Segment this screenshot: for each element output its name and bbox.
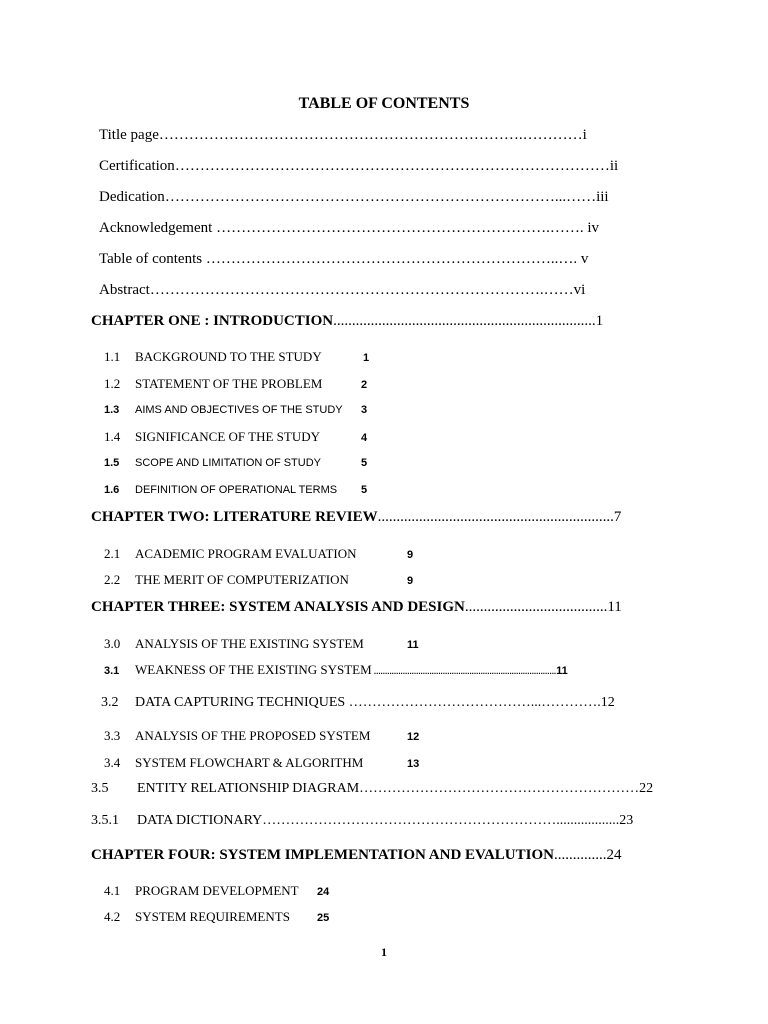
- entry-number: 3.1: [104, 665, 120, 677]
- entry-page: 11: [407, 639, 419, 651]
- entry-number: 1.5: [104, 457, 120, 469]
- entry-number: 3.4: [104, 755, 121, 770]
- entry-page: 24: [317, 886, 330, 898]
- toc-subentry-1-5: [104, 458, 367, 469]
- entry-label: SYSTEM REQUIREMENTS: [135, 909, 290, 924]
- chapter-page: 11: [607, 599, 622, 615]
- toc-subentry-3-5: [91, 782, 653, 796]
- entry-dots: ……………………………………………………: [359, 781, 640, 796]
- entry-label: SCOPE AND LIMITATION OF STUDY: [135, 457, 322, 469]
- entry-number: 3.0: [104, 636, 121, 651]
- chapter-one-heading: [91, 314, 603, 329]
- entry-label: SYSTEM FLOWCHART & ALGORITHM: [135, 755, 364, 770]
- chapter-dots: ......................................: [464, 599, 608, 615]
- entry-dots: …………………………………………………………………….……: [149, 282, 574, 298]
- toc-subentry-1-1: [104, 350, 369, 364]
- page-number: 1: [381, 945, 387, 959]
- entry-label: ANALYSIS OF THE PROPOSED SYSTEM: [135, 728, 371, 743]
- entry-page: 3: [361, 404, 368, 416]
- toc-entry-dedication: [99, 190, 609, 205]
- entry-page: 23: [619, 813, 634, 828]
- chapter-page: 1: [595, 313, 604, 329]
- entry-label: BACKGROUND TO THE STUDY: [135, 349, 322, 364]
- entry-page: v: [580, 251, 589, 267]
- entry-label: PROGRAM DEVELOPMENT: [135, 883, 299, 898]
- entry-number: 3.2: [101, 695, 119, 710]
- entry-label: ANALYSIS OF THE EXISTING SYSTEM: [135, 636, 364, 651]
- entry-number: 1.6: [104, 484, 120, 496]
- entry-label: WEAKNESS OF THE EXISTING SYSTEM: [135, 662, 372, 677]
- toc-entry-table-of-contents: [99, 252, 588, 267]
- entry-number: 3.3: [104, 728, 121, 743]
- chapter-label: CHAPTER FOUR: SYSTEM IMPLEMENTATION AND EVALUTION: [91, 847, 554, 863]
- entry-page: 4: [361, 432, 368, 444]
- toc-subentry-1-4: [104, 430, 367, 444]
- entry-page: 22: [639, 781, 654, 796]
- entry-number: 4.2: [104, 909, 121, 924]
- entry-page: 9: [407, 575, 414, 587]
- toc-entry-certification: [99, 159, 618, 174]
- entry-label: Title page: [99, 127, 159, 143]
- chapter-page: 7: [613, 509, 622, 525]
- entry-label: Dedication: [99, 189, 165, 205]
- entry-number: 4.1: [104, 883, 121, 898]
- entry-page: i: [582, 127, 587, 143]
- entry-page: 12: [600, 695, 615, 710]
- entry-dots: ………………………………………………………….…….: [212, 220, 588, 236]
- toc-subentry-1-6: [104, 485, 367, 496]
- entry-label: DATA CAPTURING TECHNIQUES: [135, 695, 346, 710]
- toc-subentry-3-0: [104, 637, 419, 651]
- entry-number: 2.2: [104, 572, 121, 587]
- toc-subentry-4-1: [104, 884, 329, 898]
- entry-page: ii: [609, 158, 619, 174]
- chapter-three-heading: [91, 600, 622, 615]
- toc-subentry-1-2: [104, 377, 367, 391]
- entry-page: 13: [407, 758, 420, 770]
- entry-label: ENTITY RELATIONSHIP DIAGRAM: [137, 781, 360, 796]
- chapter-dots: ...............................................................: [377, 509, 614, 525]
- toc-entry-acknowledgement: [99, 221, 599, 236]
- entry-dots: ……………………………………………………………………………: [174, 158, 610, 174]
- entry-number: 3.5.1: [91, 813, 119, 828]
- toc-subentry-3-2: [101, 696, 615, 710]
- chapter-page: 24: [606, 847, 622, 863]
- entry-dots: ……………………………………………………………….…………: [158, 127, 583, 143]
- chapter-label: CHAPTER THREE: SYSTEM ANALYSIS AND DESIGN: [91, 599, 465, 615]
- chapter-label: CHAPTER TWO: LITERATURE REVIEW: [91, 509, 378, 525]
- entry-label: Acknowledgement: [99, 220, 213, 236]
- toc-entry-title-page: [99, 128, 587, 143]
- entry-label: DATA DICTIONARY: [137, 813, 263, 828]
- entry-label: STATEMENT OF THE PROBLEM: [135, 376, 323, 391]
- entry-dots: ……………………………………………………………………...……: [164, 189, 597, 205]
- entry-page: vi: [573, 282, 586, 298]
- entry-dots: …………………………………...………….: [345, 695, 601, 710]
- entry-label: ACADEMIC PROGRAM EVALUATION: [135, 546, 357, 561]
- entry-number: 1.3: [104, 404, 120, 416]
- entry-number: 1.4: [104, 429, 121, 444]
- entry-page: 11: [556, 665, 568, 677]
- chapter-four-heading: [91, 848, 621, 863]
- entry-label: Table of contents: [99, 251, 203, 267]
- entry-label: AIMS AND OBJECTIVES OF THE STUDY: [135, 404, 343, 416]
- chapter-dots: ..............: [553, 847, 607, 863]
- entry-page: iii: [596, 189, 609, 205]
- entry-dots: ………………………………………………………..................: [262, 813, 620, 828]
- toc-subentry-3-5-1: [91, 814, 633, 828]
- chapter-dots: ......................................................................: [333, 313, 596, 329]
- entry-dots: ……………………………………………………………..….: [202, 251, 581, 267]
- entry-number: 1.2: [104, 376, 121, 391]
- page-title: TABLE OF CONTENTS: [298, 95, 470, 112]
- toc-subentry-2-1: [104, 547, 413, 561]
- entry-label: Certification: [99, 158, 175, 174]
- entry-number: 2.1: [104, 546, 121, 561]
- toc-subentry-1-3: [104, 405, 367, 416]
- toc-subentry-4-2: [104, 910, 329, 924]
- entry-number: 3.5: [91, 781, 109, 796]
- entry-label: THE MERIT OF COMPUTERIZATION: [135, 572, 349, 587]
- chapter-label: CHAPTER ONE : INTRODUCTION: [91, 313, 334, 329]
- toc-entry-abstract: [99, 283, 585, 298]
- entry-page: 12: [407, 731, 420, 743]
- entry-number: 1.1: [104, 349, 121, 364]
- entry-page: 5: [361, 484, 368, 496]
- entry-label: Abstract: [99, 282, 150, 298]
- entry-label: SIGNIFICANCE OF THE STUDY: [135, 429, 321, 444]
- entry-page: 1: [363, 352, 370, 364]
- entry-label: DEFINITION OF OPERATIONAL TERMS: [135, 484, 338, 496]
- toc-subentry-3-3: [104, 729, 419, 743]
- toc-subentry-2-2: [104, 573, 413, 587]
- chapter-two-heading: [91, 510, 621, 525]
- entry-page: 9: [407, 549, 414, 561]
- entry-page: iv: [587, 220, 599, 236]
- toc-subentry-3-4: [104, 756, 419, 770]
- entry-page: 25: [317, 912, 330, 924]
- entry-page: 2: [361, 379, 368, 391]
- entry-dots: ..................................................................................: [371, 667, 557, 676]
- entry-page: 5: [361, 457, 368, 469]
- toc-subentry-3-1: [104, 663, 568, 677]
